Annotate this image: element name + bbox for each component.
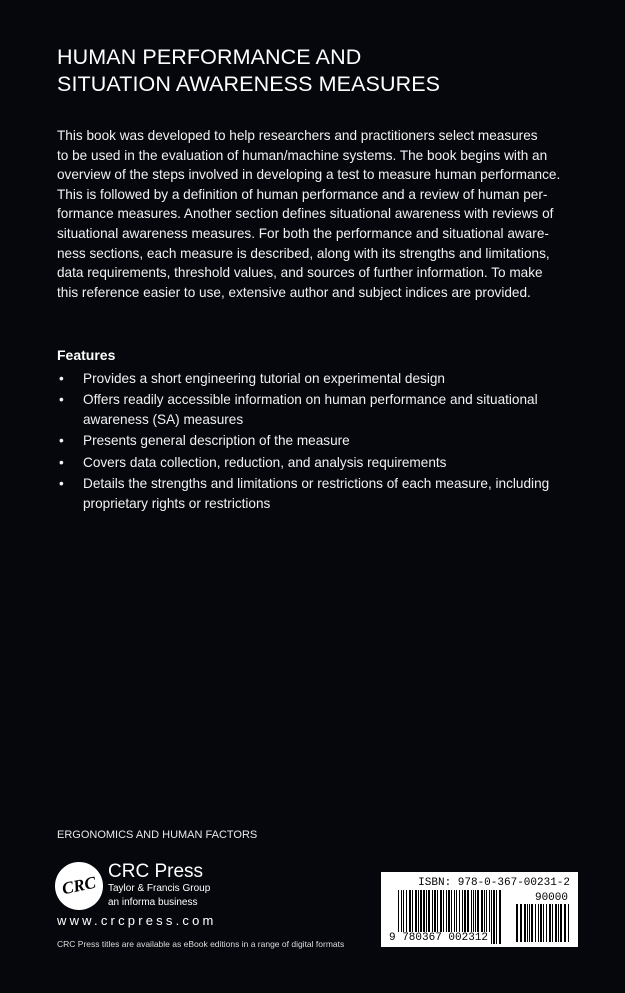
description-line: this reference easier to use, extensive author and subject indices are provided.: [57, 284, 531, 300]
feature-text: Details the strengths and limitations or restrictions of each measure, including proprietary rights or restrictions: [83, 475, 550, 511]
publisher-name: CRC Press: [108, 861, 204, 882]
barcode-bar: [520, 904, 522, 942]
publisher-group: Taylor & Francis Group: [108, 883, 211, 894]
barcode-bar: [524, 904, 526, 942]
description-line: situational awareness measures. For both the performance and situational aware-: [57, 225, 549, 241]
barcode-bar: [527, 904, 528, 942]
feature-text: Covers data collection, reduction, and analysis requirements: [83, 454, 447, 470]
description-line: This is followed by a definition of human performance and a review of human per-: [57, 186, 548, 202]
publisher-url: www.crcpress.com: [57, 913, 217, 928]
description-line: data requirements, threshold values, and sources of further information. To make: [57, 265, 543, 281]
barcode-bar: [499, 890, 501, 944]
description: [57, 126, 560, 302]
barcode-bar: [564, 904, 566, 942]
barcode-bar: [491, 890, 492, 944]
ebook-note: CRC Press titles are available as eBook editions in a range of digital formats: [57, 939, 345, 949]
features-list: [57, 369, 557, 515]
bullet-icon: •: [59, 475, 64, 491]
barcode-bar: [568, 904, 569, 942]
feature-item: [57, 474, 557, 514]
crc-logo: CRC: [51, 858, 108, 915]
barcode-bar: [529, 904, 530, 942]
barcode-bar: [493, 890, 495, 944]
barcode-bar: [516, 904, 518, 942]
barcode-bar: [552, 904, 553, 942]
bullet-icon: •: [59, 454, 64, 470]
barcode-bar: [546, 904, 547, 942]
features-heading: Features: [57, 347, 116, 363]
description-line: overview of the steps involved in developing a test to measure human performance.: [57, 167, 561, 183]
barcode-addon: 90000: [534, 892, 568, 904]
barcode-bar: [555, 904, 557, 942]
bullet-icon: •: [59, 433, 64, 449]
title-line: HUMAN PERFORMANCE AND: [57, 45, 362, 69]
barcode-bar: [543, 904, 544, 942]
feature-item: [57, 431, 557, 451]
barcode-bar: [540, 904, 542, 942]
feature-text: Presents general description of the measure: [83, 433, 350, 449]
description-line: This book was developed to help researchers and practitioners select measures: [57, 128, 538, 143]
barcode-bar: [549, 904, 551, 942]
bullet-icon: •: [59, 392, 64, 408]
barcode: [381, 872, 578, 947]
isbn-text: ISBN: 978-0-367-00231-2: [418, 877, 570, 889]
feature-text: Offers readily accessible information on human performance and situational awareness (SA) measures: [83, 392, 538, 428]
publisher-tagline: an informa business: [108, 897, 198, 908]
series-name: ERGONOMICS AND HUMAN FACTORS: [57, 829, 258, 841]
publisher-block: [108, 862, 210, 910]
title-line: SITUATION AWARENESS MEASURES: [57, 72, 441, 96]
barcode-bar: [496, 890, 497, 944]
barcode-digits: 9 780367 002312: [389, 932, 489, 944]
description-line: to be used in the evaluation of human/machine systems. The book begins with an: [57, 147, 548, 163]
barcode-bar: [558, 904, 559, 942]
barcode-bar: [535, 904, 536, 942]
bullet-icon: •: [59, 371, 64, 386]
description-line: formance measures. Another section defines situational awareness with reviews of: [57, 206, 554, 222]
feature-item: [57, 453, 557, 473]
barcode-bar: [560, 904, 562, 942]
feature-item: [57, 369, 557, 389]
feature-text: Provides a short engineering tutorial on experimental design: [83, 371, 445, 386]
book-title: [57, 44, 440, 98]
description-line: ness sections, each measure is described, along with its strengths and limitations,: [57, 245, 550, 261]
feature-item: [57, 390, 557, 430]
barcode-bar: [531, 904, 533, 942]
barcode-bar: [538, 904, 539, 942]
